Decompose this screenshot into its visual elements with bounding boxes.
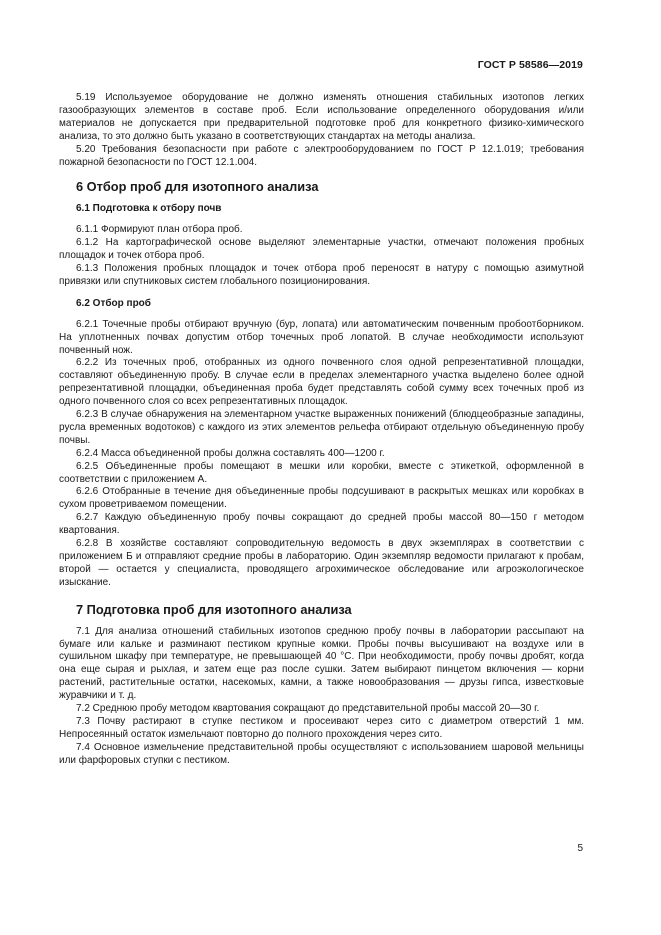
paragraph-7-3: 7.3 Почву растирают в ступке пестиком и просеивают через сито с диаметром отверстий 1 мм. Непросеянный остаток измельчают повторно до полного прохождения через сито. [59, 715, 584, 740]
paragraph-6-2-4: 6.2.4 Масса объединенной пробы должна составлять 400—1200 г. [76, 447, 385, 459]
paragraph-6-2-5: 6.2.5 Объединенные пробы помещают в мешки или коробки, вместе с этикеткой, оформленной в соответствии с приложением А. [59, 460, 584, 485]
paragraph-7-4: 7.4 Основное измельчение представительной пробы осуществляют с использованием шаровой мельницы или фарфоровых ступки с пестиком. [59, 741, 584, 766]
document-header: ГОСТ Р 58586—2019 [477, 59, 583, 71]
paragraph-6-1-2: 6.1.2 На картографической основе выделяют элементарные участки, отмечают положения пробных площадок и точек отбора проб. [59, 237, 584, 262]
paragraph-5-19: 5.19 Используемое оборудование не должно изменять отношения стабильных изотопов легких газообразующих элементов в составе проб. Если использование определенного оборудования и/или материалов не допускается при предварительной подготовке проб для конкретного физико-химического анализа, то это должно быть указано в соответствующих стандартах на методы анализа. [59, 92, 584, 142]
section-6-heading: 6 Отбор проб для изотопного анализа [76, 179, 319, 195]
page-number: 5 [577, 843, 583, 854]
document-body [59, 92, 584, 768]
paragraph-6-2-3: 6.2.3 В случае обнаружения на элементарном участке выраженных понижений (блюдцеобразные западины, русла временных водотоков) с каждого из этих элементов рельефа отбирают отдельную объединенную пробу почвы. [59, 409, 584, 446]
section-7-heading: 7 Подготовка проб для изотопного анализа [76, 601, 352, 617]
paragraph-5-20: 5.20 Требования безопасности при работе с электрооборудованием по ГОСТ Р 12.1.019; требования пожарной безопасности по ГОСТ 12.1.004. [59, 143, 584, 168]
paragraph-6-1-3: 6.1.3 Положения пробных площадок и точек отбора проб переносят в натуру с помощью азимутной привязки или спутниковых систем глобального позиционирования. [59, 262, 584, 287]
paragraph-6-2-8: 6.2.8 В хозяйстве составляют сопроводительную ведомость в двух экземплярах в соответствии с приложением Б и отправляют средние пробы в лабораторию. Один экземпляр ведомости прилагают к пробам, второй — остается у специалиста, проводящего агрохимическое обследование или агроэкологическое изыскание. [59, 538, 584, 588]
paragraph-7-2: 7.2 Среднюю пробу методом квартования сокращают до представительной пробы массой 20—30 г. [76, 703, 540, 715]
paragraph-7-1: 7.1 Для анализа отношений стабильных изотопов среднюю пробу почвы в лаборатории рассыпают на бумаге или кальке и разминают пестиком крупные комки. Пробы почвы высушивают на воздухе или в сушильном шкафу при температуре, не превышающей 40 °С. При необходимости, пробу почвы дробят, когда она еще сырая и рыхлая, и затем еще раз после сушки. Затем выбирают пинцетом включения — корни растений, растительные остатки, насекомых, камни, а также новообразования — друзы гипса, известковые журавчики и т. д. [59, 625, 584, 702]
subsection-6-1-heading: 6.1 Подготовка к отбору почв [76, 203, 222, 215]
paragraph-6-2-2: 6.2.2 Из точечных проб, отобранных из одного почвенного слоя одной репрезентативной площадки, составляют объединенную пробу. В случае если в пределах элементарного участка выделено более одной репрезентативной площадки, объединенная проба будет представлять собой сумму всех точечных проб из одного почвенного слоя со всех репрезентативных площадок. [59, 357, 584, 408]
paragraph-6-2-6: 6.2.6 Отобранные в течение дня объединенные пробы подсушивают в раскрытых мешках или коробках в сухом проветриваемом помещении. [59, 486, 584, 511]
paragraph-6-2-7: 6.2.7 Каждую объединенную пробу почвы сокращают до средней пробы массой 80—150 г методом квартования. [59, 512, 584, 537]
paragraph-6-1-1: 6.1.1 Формируют план отбора проб. [76, 224, 243, 236]
paragraph-6-2-1: 6.2.1 Точечные пробы отбирают вручную (бур, лопата) или автоматическим почвенным пробоотборником. На уплотненных почвах допустим отбор точечных проб лопатой. В случае необходимости используют почвенный нож. [59, 318, 584, 356]
subsection-6-2-heading: 6.2 Отбор проб [76, 297, 151, 309]
